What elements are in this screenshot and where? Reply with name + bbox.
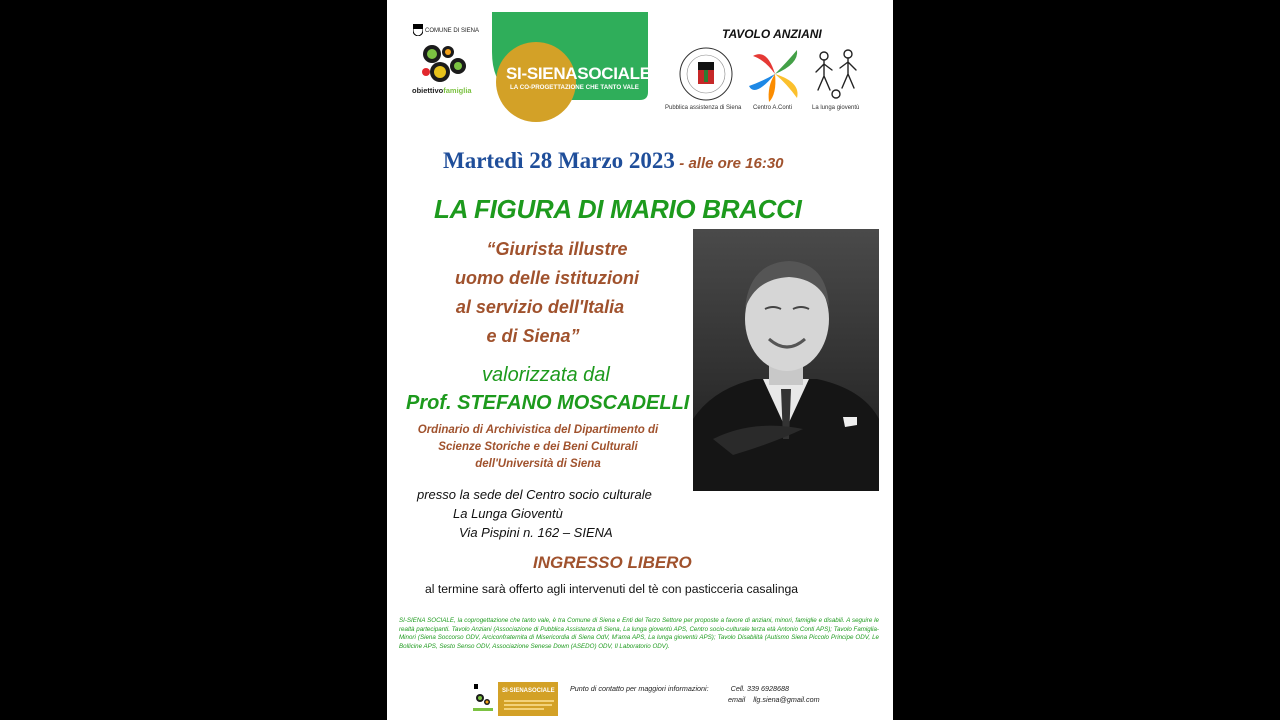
valorizzata-label: valorizzata dal (482, 364, 610, 386)
speaker-role (393, 422, 683, 473)
mario-bracci-photo (693, 229, 879, 491)
portrait-image (693, 229, 879, 491)
famiglia-label: famiglia (443, 86, 472, 95)
contact-label: Punto di contatto per maggiori informazioni: (570, 684, 709, 693)
footer-description: SI-SIENA SOCIALE, la coprogettazione che tanto vale, è tra Comune di Siena e Enti del Terzo Settore per proposte a favore di anziani, minori, famiglie e disabili. A seguire le realtà partecipanti. Tavolo Anziani (Associazione di Pubblica Assistenza di Siena, La lunga gioventù APS, Centro socio-culturale terza età Antonio Conti APS); Tavolo Famiglia-Minori (Siena Soccorso ODV, Arciconfraternita di Misericordia di Siena OdV, M'ama APS, La lunga gioventù APS); Tavolo Disabilità (Autismo Siena Piccolo Principe ODV, Le Bollicine APS, Sesto Senso ODV, Associazione Senese Down (ASEDO) ODV, Il Laboratorio ODV). (399, 617, 879, 650)
sisiena-subtitle: LA CO-PROGETTAZIONE CHE TANTO VALE (510, 84, 639, 91)
sisiena-title: SI-SIENASOCIALE (506, 64, 651, 83)
pubblica-assistenza-icon (678, 46, 734, 102)
speaker-name: Prof. STEFANO MOSCADELLI (406, 392, 690, 414)
tavolo-logo-pubblica-assistenza (665, 46, 745, 116)
quote-line: e di Siena” (486, 326, 580, 346)
quote-line: uomo delle istituzioni (455, 268, 639, 288)
comune-label: COMUNE DI SIENA (425, 28, 480, 34)
tavolo-anziani-title: TAVOLO ANZIANI (722, 27, 822, 41)
flyer-page (387, 0, 893, 720)
centro-conti-icon (747, 46, 803, 104)
speaker-role-line: dell'Università di Siena (475, 458, 601, 470)
pubblica-assistenza-caption: Pubblica assistenza di Siena (665, 105, 742, 111)
venue-line: Via Pispini n. 162 – SIENA (459, 525, 613, 540)
quote-line: al servizio dell'Italia (455, 297, 625, 317)
email-label: email (728, 695, 746, 704)
event-title: LA FIGURA DI MARIO BRACCI (434, 194, 802, 224)
comune-shield-icon (413, 24, 423, 36)
event-date: Martedì 28 Marzo 2023 (443, 148, 675, 173)
lunga-gioventu-icon (810, 46, 864, 102)
sisiena-logo (480, 12, 655, 124)
small-sisiena-label: SI-SIENASOCIALE (502, 688, 555, 694)
small-obiettivo-icon (472, 684, 494, 714)
venue-line: La Lunga Gioventù (453, 506, 563, 521)
footer-small-logos (472, 682, 557, 716)
quote-line: “Giurista illustre (486, 239, 628, 259)
speaker-role-line: Scienze Storiche e dei Beni Culturali (438, 441, 638, 453)
event-time: - alle ore 16:30 (679, 155, 784, 172)
tavolo-logo-lunga-gioventu (808, 46, 870, 116)
venue-line: presso la sede del Centro socio culturale (417, 487, 652, 502)
contact-block (570, 683, 820, 705)
refreshment-note: al termine sarà offerto agli intervenuti del tè con pasticceria casalinga (425, 582, 799, 596)
entry-label: INGRESSO LIBERO (533, 553, 692, 572)
comune-logo (413, 24, 483, 38)
tavolo-logo-centro-conti (747, 46, 807, 116)
event-quote (427, 235, 667, 351)
lunga-gioventu-caption: La lunga gioventù (812, 105, 860, 111)
obiettivo-label: obiettivo (412, 86, 444, 95)
speaker-role-line: Ordinario di Archivistica del Dipartimento di (417, 424, 659, 436)
obiettivo-famiglia-icon (418, 42, 470, 84)
venue (417, 485, 652, 542)
email-address[interactable]: llg.siena@gmail.com (753, 695, 820, 704)
event-date-line (443, 148, 784, 174)
cell-number[interactable]: 339 6928688 (747, 684, 790, 693)
centro-conti-caption: Centro A.Conti (753, 105, 793, 111)
cell-label: Cell. (730, 684, 746, 693)
obiettivo-famiglia-logo (410, 42, 472, 97)
